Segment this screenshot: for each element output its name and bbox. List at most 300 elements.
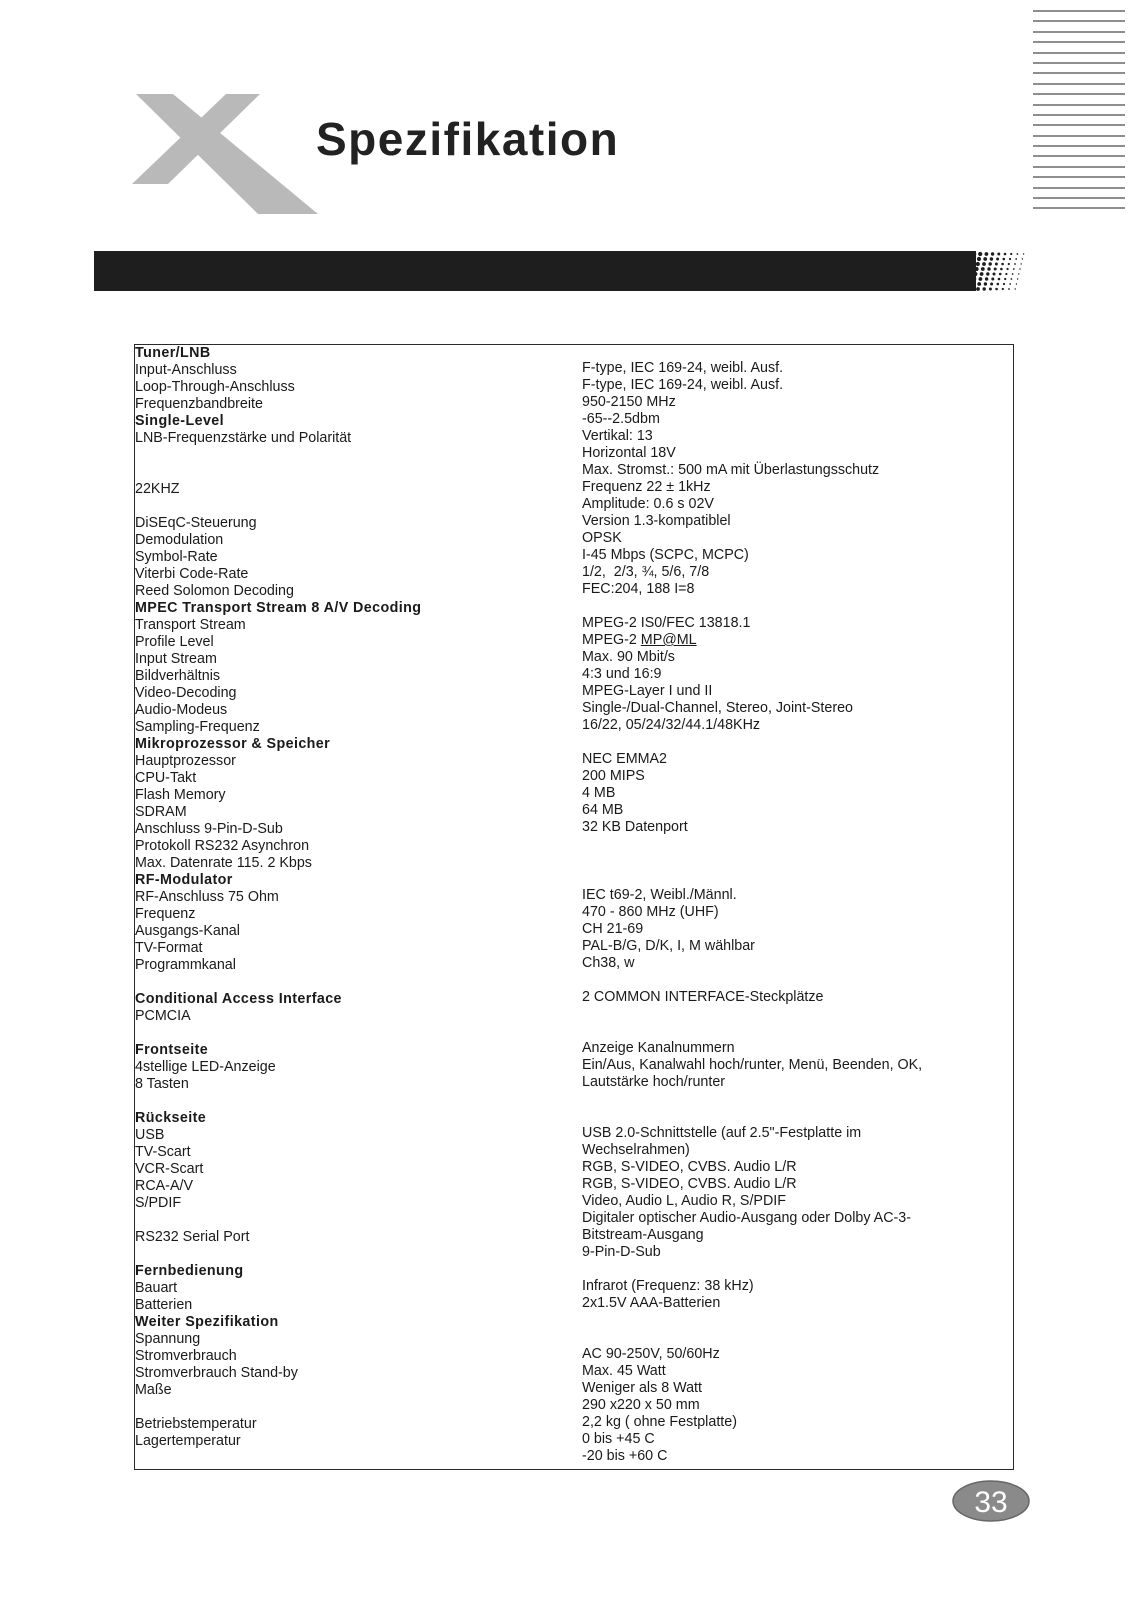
spec-values-column xyxy=(582,360,922,1465)
spec-value-text: 950-2150 MHz xyxy=(582,394,676,410)
spec-value-text: FEC:204, 188 I=8 xyxy=(582,581,695,597)
spec-value xyxy=(582,377,922,394)
spec-label xyxy=(135,379,421,396)
spec-value-text: Frequenz 22 ± 1kHz xyxy=(582,479,711,495)
spec-label-text: Audio-Modeus xyxy=(135,702,228,718)
spec-value xyxy=(582,649,922,666)
spec-value xyxy=(582,513,922,530)
spec-label-text: 22KHZ xyxy=(135,481,180,497)
spec-section-heading xyxy=(135,1263,421,1280)
spec-value-text: 4 MB xyxy=(582,785,616,801)
halftone-dot xyxy=(999,273,1002,276)
spec-value xyxy=(582,819,922,836)
spec-label-text: Fernbedienung xyxy=(135,1263,244,1279)
spec-label-text: Weiter Spezifikation xyxy=(135,1314,279,1330)
spec-section-heading xyxy=(135,991,421,1008)
spec-label xyxy=(135,498,421,515)
halftone-dot xyxy=(996,258,999,261)
halftone-dot xyxy=(998,278,1001,281)
halftone-dot xyxy=(990,257,993,260)
spec-value xyxy=(582,1380,922,1397)
spec-label-text: VCR-Scart xyxy=(135,1161,204,1177)
spec-label-text: Bauart xyxy=(135,1280,178,1296)
halftone-dot xyxy=(990,283,993,286)
spec-label-text: LNB-Frequenzstärke und Polarität xyxy=(135,430,352,446)
spec-value-text: 0 bis +45 C xyxy=(582,1431,655,1447)
spec-label-text: Ausgangs-Kanal xyxy=(135,923,240,939)
spec-value-text: IEC t69-2, Weibl./Männl. xyxy=(582,887,737,903)
halftone-dot xyxy=(1011,278,1013,280)
page-number: 33 xyxy=(974,1486,1008,1519)
halftone-dot xyxy=(984,282,987,285)
spec-value xyxy=(582,581,922,598)
spec-value-text: RGB, S-VIDEO, CVBS. Audio L/R xyxy=(582,1176,797,1192)
spec-label xyxy=(135,430,421,447)
spec-value xyxy=(582,411,922,428)
spec-label-text: PCMCIA xyxy=(135,1008,191,1024)
halftone-dot xyxy=(1017,253,1019,255)
spec-label xyxy=(135,617,421,634)
spec-value-text: Horizontal 18V xyxy=(582,445,676,461)
halftone-dot xyxy=(1004,253,1007,256)
spec-label xyxy=(135,889,421,906)
halftone-dot xyxy=(1004,278,1006,280)
spec-value xyxy=(582,1210,922,1227)
halftone-dot xyxy=(976,287,980,291)
spec-value-text: Single-/Dual-Channel, Stereo, Joint-Stereo xyxy=(582,700,853,716)
halftone-dot xyxy=(977,282,981,286)
spec-value xyxy=(582,870,922,887)
spec-label xyxy=(135,685,421,702)
spec-section-heading xyxy=(135,1110,421,1127)
spec-value-text: 9-Pin-D-Sub xyxy=(582,1244,661,1260)
spec-label xyxy=(135,1059,421,1076)
spec-value xyxy=(582,1448,922,1465)
halftone-dot xyxy=(1005,273,1007,275)
spec-label xyxy=(135,804,421,821)
spec-label xyxy=(135,1144,421,1161)
spec-label xyxy=(135,838,421,855)
spec-value xyxy=(582,921,922,938)
spec-label-text: Batterien xyxy=(135,1297,193,1313)
spec-value xyxy=(582,717,922,734)
spec-value xyxy=(582,428,922,445)
halftone-dot xyxy=(1012,273,1014,275)
halftone-dot xyxy=(985,277,988,280)
spec-value-text: F-type, IEC 169-24, weibl. Ausf. xyxy=(582,377,784,393)
halftone-dot xyxy=(993,273,996,276)
spec-label xyxy=(135,583,421,600)
spec-label-text: CPU-Takt xyxy=(135,770,197,786)
spec-label-text: RF-Modulator xyxy=(135,872,233,888)
spec-value-text: 470 - 860 MHz (UHF) xyxy=(582,904,719,920)
spec-value xyxy=(582,1023,922,1040)
spec-label xyxy=(135,566,421,583)
spec-label xyxy=(135,719,421,736)
halftone-dot xyxy=(975,267,979,271)
spec-value xyxy=(582,1261,922,1278)
spec-value xyxy=(582,1346,922,1363)
spec-value xyxy=(582,1091,922,1108)
spec-value-text: 290 x220 x 50 mm xyxy=(582,1397,700,1413)
halftone-dot xyxy=(1010,253,1012,255)
spec-section-heading xyxy=(135,413,421,430)
spec-label xyxy=(135,1331,421,1348)
spec-value xyxy=(582,1108,922,1125)
spec-label xyxy=(135,362,421,379)
spec-label xyxy=(135,549,421,566)
spec-value xyxy=(582,1074,922,1091)
spec-label xyxy=(135,396,421,413)
halftone-dot xyxy=(1000,268,1003,271)
spec-label xyxy=(135,957,421,974)
spec-value xyxy=(582,1057,922,1074)
spec-value-text: Lautstärke hoch/runter xyxy=(582,1074,726,1090)
spec-label xyxy=(135,634,421,651)
spec-section-heading xyxy=(135,872,421,889)
spec-label xyxy=(135,1365,421,1382)
halftone-dot xyxy=(971,257,976,262)
spec-value xyxy=(582,1142,922,1159)
spec-value xyxy=(582,955,922,972)
halftone-dot xyxy=(1021,263,1022,264)
spec-label-text: Conditional Access Interface xyxy=(135,991,342,1007)
corner-decoration-lines xyxy=(1033,10,1125,218)
spec-value xyxy=(582,1295,922,1312)
spec-label xyxy=(135,532,421,549)
spec-label xyxy=(135,481,421,498)
halftone-dot xyxy=(983,257,987,261)
spec-label xyxy=(135,821,421,838)
spec-label-text: Lagertemperatur xyxy=(135,1433,241,1449)
spec-label xyxy=(135,1280,421,1297)
halftone-dot xyxy=(1019,268,1020,269)
spec-value-text: Weniger als 8 Watt xyxy=(582,1380,702,1396)
halftone-dot xyxy=(1015,258,1017,260)
spec-label xyxy=(135,1025,421,1042)
halftone-dot xyxy=(997,283,1000,286)
spec-value-text: RGB, S-VIDEO, CVBS. Audio L/R xyxy=(582,1159,797,1175)
halftone-dot xyxy=(968,267,973,272)
spec-value xyxy=(582,496,922,513)
halftone-dot xyxy=(1003,258,1006,261)
spec-label-text: Loop-Through-Anschluss xyxy=(135,379,295,395)
halftone-dot xyxy=(987,267,990,270)
spec-label-text: Transport Stream xyxy=(135,617,246,633)
halftone-dot xyxy=(980,272,984,276)
halftone-dot xyxy=(978,252,982,256)
spec-value xyxy=(582,768,922,785)
spec-label-text: 8 Tasten xyxy=(135,1076,189,1092)
spec-label-text: DiSEqC-Steuerung xyxy=(135,515,257,531)
spec-value-text: Video, Audio L, Audio R, S/PDIF xyxy=(582,1193,786,1209)
spec-value-text: Amplitude: 0.6 s 02V xyxy=(582,496,714,512)
spec-section-heading xyxy=(135,1314,421,1331)
spec-value xyxy=(582,598,922,615)
spec-value-text: 4:3 und 16:9 xyxy=(582,666,662,682)
spec-value-text: NEC EMMA2 xyxy=(582,751,667,767)
spec-label xyxy=(135,702,421,719)
spec-section-heading xyxy=(135,1042,421,1059)
spec-label-text: Stromverbrauch xyxy=(135,1348,237,1364)
spec-value xyxy=(582,1227,922,1244)
halftone-dot xyxy=(1022,258,1023,259)
spec-value-text: 2 COMMON INTERFACE-Steckplätze xyxy=(582,989,824,1005)
spec-label-text: TV-Scart xyxy=(135,1144,191,1160)
spec-value-text: 200 MIPS xyxy=(582,768,645,784)
spec-value-text: -20 bis +60 C xyxy=(582,1448,668,1464)
spec-value-text: 32 KB Datenport xyxy=(582,819,688,835)
spec-value xyxy=(582,1414,922,1431)
halftone-dot xyxy=(1008,288,1010,290)
halftone-dot xyxy=(967,272,972,277)
spec-label-text: Spannung xyxy=(135,1331,201,1347)
halftone-dot xyxy=(1007,268,1009,270)
spec-label-text: USB xyxy=(135,1127,165,1143)
halftone-dot xyxy=(1013,268,1015,270)
halftone-dot xyxy=(1017,278,1018,279)
spec-label xyxy=(135,1399,421,1416)
spec-value xyxy=(582,1244,922,1261)
spec-value xyxy=(582,989,922,1006)
spec-label-text: Rückseite xyxy=(135,1110,207,1126)
spec-label xyxy=(135,515,421,532)
spec-label-text: Mikroprozessor & Speicher xyxy=(135,736,331,752)
spec-value xyxy=(582,479,922,496)
halftone-dot xyxy=(970,287,974,291)
spec-value xyxy=(582,360,922,377)
spec-value-text: I-45 Mbps (SCPC, MCPC) xyxy=(582,547,749,563)
spec-value-underlined: MP@ML xyxy=(640,632,697,648)
spec-value-text: OPSK xyxy=(582,530,622,546)
halftone-dot xyxy=(985,252,989,256)
spec-label xyxy=(135,1127,421,1144)
spec-value xyxy=(582,1159,922,1176)
spec-value-text: CH 21-69 xyxy=(582,921,644,937)
spec-value xyxy=(582,1278,922,1295)
spec-value xyxy=(582,785,922,802)
spec-value xyxy=(582,1363,922,1380)
halftone-dot xyxy=(989,288,992,291)
halftone-dot xyxy=(1014,263,1016,265)
spec-label xyxy=(135,923,421,940)
spec-value xyxy=(582,1312,922,1329)
spec-label xyxy=(135,770,421,787)
spec-value-text: PAL-B/G, D/K, I, M wählbar xyxy=(582,938,755,954)
spec-value-text: USB 2.0-Schnittstelle (auf 2.5"-Festplatte im xyxy=(582,1125,862,1141)
spec-label-text: Stromverbrauch Stand-by xyxy=(135,1365,298,1381)
spec-label-text: Single-Level xyxy=(135,413,225,429)
page-number-badge xyxy=(951,1478,1031,1524)
spec-section-heading xyxy=(135,736,421,753)
spec-value xyxy=(582,853,922,870)
halftone-dot xyxy=(979,277,983,281)
spec-label xyxy=(135,1246,421,1263)
spec-value-text: Ch38, w xyxy=(582,955,635,971)
spec-value-text: 16/22, 05/24/32/44.1/48KHz xyxy=(582,717,761,733)
spec-label-text: RS232 Serial Port xyxy=(135,1229,250,1245)
spec-label-text: Flash Memory xyxy=(135,787,226,803)
spec-label xyxy=(135,1076,421,1093)
spec-label-text: 4stellige LED-Anzeige xyxy=(135,1059,276,1075)
spec-value xyxy=(582,1431,922,1448)
spec-value-text: AC 90-250V, 50/60Hz xyxy=(582,1346,720,1362)
spec-label xyxy=(135,668,421,685)
spec-value xyxy=(582,1193,922,1210)
spec-value-text: Digitaler optischer Audio-Ausgang oder Dolby AC-3- xyxy=(582,1210,912,1226)
halftone-dot xyxy=(972,252,977,257)
halftone-dot xyxy=(1016,283,1017,284)
spec-label xyxy=(135,1416,421,1433)
spec-label xyxy=(135,1212,421,1229)
spec-label-text: Frequenzbandbreite xyxy=(135,396,263,412)
spec-label xyxy=(135,940,421,957)
spec-value-text: MPEG-2 xyxy=(582,632,641,648)
spec-label-text: Max. Datenrate 115. 2 Kbps xyxy=(135,855,312,871)
spec-value xyxy=(582,1040,922,1057)
spec-label-text: Programmkanal xyxy=(135,957,236,973)
spec-label xyxy=(135,1433,421,1450)
spec-label-text: MPEC Transport Stream 8 A/V Decoding xyxy=(135,600,422,616)
spec-label xyxy=(135,464,421,481)
spec-value xyxy=(582,1006,922,1023)
halftone-dot xyxy=(976,262,980,266)
spec-value-text: Max. 90 Mbit/s xyxy=(582,649,675,665)
specification-table xyxy=(134,344,1014,1470)
spec-value-text: MPEG-Layer I und II xyxy=(582,683,713,699)
halftone-dot xyxy=(991,278,994,281)
spec-label-text: Bildverhältnis xyxy=(135,668,221,684)
spec-label-text: Video-Decoding xyxy=(135,685,237,701)
spec-label xyxy=(135,447,421,464)
spec-value-text: -65--2.5dbm xyxy=(582,411,660,427)
spec-value xyxy=(582,1125,922,1142)
halftone-dot xyxy=(972,277,976,281)
spec-value xyxy=(582,547,922,564)
spec-value-text: Vertikal: 13 xyxy=(582,428,653,444)
spec-label xyxy=(135,906,421,923)
x-logo-icon xyxy=(128,86,318,218)
halftone-dot xyxy=(1002,288,1004,290)
halftone-dot xyxy=(995,288,998,291)
halftone-dot xyxy=(986,272,989,275)
halftone-dot xyxy=(983,287,986,290)
spec-value-text: Infrarot (Frequenz: 38 kHz) xyxy=(582,1278,754,1294)
spec-label-text: Hauptprozessor xyxy=(135,753,236,769)
spec-label xyxy=(135,1382,421,1399)
spec-label xyxy=(135,1161,421,1178)
spec-section-heading xyxy=(135,345,421,362)
spec-label-text: Reed Solomon Decoding xyxy=(135,583,294,599)
spec-value-text: Version 1.3-kompatiblel xyxy=(582,513,731,529)
halftone-dot xyxy=(995,263,998,266)
spec-value xyxy=(582,887,922,904)
spec-value xyxy=(582,836,922,853)
spec-labels-column xyxy=(135,345,421,1450)
spec-value-text: 1/2, 2/3, ¾, 5/6, 7/8 xyxy=(582,564,710,580)
spec-value xyxy=(582,904,922,921)
halftone-dot xyxy=(973,272,977,276)
halftone-dot xyxy=(1003,283,1005,285)
spec-value xyxy=(582,1397,922,1414)
spec-value-text: MPEG-2 IS0/FEC 13818.1 xyxy=(582,615,751,631)
spec-label-text: Protokoll RS232 Asynchron xyxy=(135,838,310,854)
halftone-dot xyxy=(1023,253,1024,254)
spec-value xyxy=(582,666,922,683)
spec-value xyxy=(582,445,922,462)
spec-label-text: Frequenz xyxy=(135,906,196,922)
spec-label-text: RF-Anschluss 75 Ohm xyxy=(135,889,279,905)
spec-label-text: SDRAM xyxy=(135,804,187,820)
spec-label-text: S/PDIF xyxy=(135,1195,182,1211)
spec-label xyxy=(135,753,421,770)
halftone-dot xyxy=(1015,288,1016,289)
spec-label-text: Sampling-Frequenz xyxy=(135,719,260,735)
spec-value xyxy=(582,394,922,411)
halftone-dot xyxy=(1008,263,1010,265)
spec-value xyxy=(582,615,922,632)
spec-label-text: Tuner/LNB xyxy=(135,345,211,361)
halftone-dot xyxy=(965,282,970,287)
spec-label xyxy=(135,1093,421,1110)
spec-label xyxy=(135,1178,421,1195)
spec-label-text: Frontseite xyxy=(135,1042,209,1058)
halftone-dot xyxy=(1009,258,1011,260)
spec-label-text: Betriebstemperatur xyxy=(135,1416,257,1432)
spec-value-text: Ein/Aus, Kanalwahl hoch/runter, Menü, Beenden, OK, xyxy=(582,1057,923,1073)
spec-label-text: TV-Format xyxy=(135,940,203,956)
spec-value xyxy=(582,564,922,581)
spec-value-text: 64 MB xyxy=(582,802,624,818)
halftone-dot xyxy=(989,262,992,265)
spec-value-text: F-type, IEC 169-24, weibl. Ausf. xyxy=(582,360,784,376)
halftone-dot xyxy=(991,252,994,255)
spec-value xyxy=(582,683,922,700)
spec-value-text: Max. Stromst.: 500 mA mit Überlastungsschutz xyxy=(582,462,880,478)
spec-section-heading xyxy=(135,600,421,617)
spec-label xyxy=(135,1008,421,1025)
halftone-dot xyxy=(1001,263,1004,266)
spec-label-text: Demodulation xyxy=(135,532,224,548)
page-title: Spezifikation xyxy=(316,113,620,165)
spec-label xyxy=(135,1229,421,1246)
spec-label xyxy=(135,1297,421,1314)
spec-label-text: Anschluss 9-Pin-D-Sub xyxy=(135,821,283,837)
halftone-dot xyxy=(994,268,997,271)
spec-value xyxy=(582,751,922,768)
spec-label-text: Viterbi Code-Rate xyxy=(135,566,249,582)
spec-value-text: 2x1.5V AAA-Batterien xyxy=(582,1295,721,1311)
halftone-dot xyxy=(966,277,971,282)
spec-value-text: Anzeige Kanalnummern xyxy=(582,1040,735,1056)
spec-value xyxy=(582,1176,922,1193)
spec-value-text: 2,2 kg ( ohne Festplatte) xyxy=(582,1414,737,1430)
spec-value-text: Bitstream-Ausgang xyxy=(582,1227,704,1243)
halftone-dot xyxy=(997,253,1000,256)
spec-value-text: Wechselrahmen) xyxy=(582,1142,690,1158)
spec-value-text: Max. 45 Watt xyxy=(582,1363,666,1379)
spec-label-text: RCA-A/V xyxy=(135,1178,193,1194)
spec-value xyxy=(582,1329,922,1346)
halftone-dot xyxy=(969,262,974,267)
halftone-dot xyxy=(977,257,981,261)
halftone-dot xyxy=(981,267,985,271)
spec-value xyxy=(582,802,922,819)
spec-value xyxy=(582,734,922,751)
spec-label xyxy=(135,651,421,668)
spec-label-text: Symbol-Rate xyxy=(135,549,218,565)
spec-label xyxy=(135,974,421,991)
